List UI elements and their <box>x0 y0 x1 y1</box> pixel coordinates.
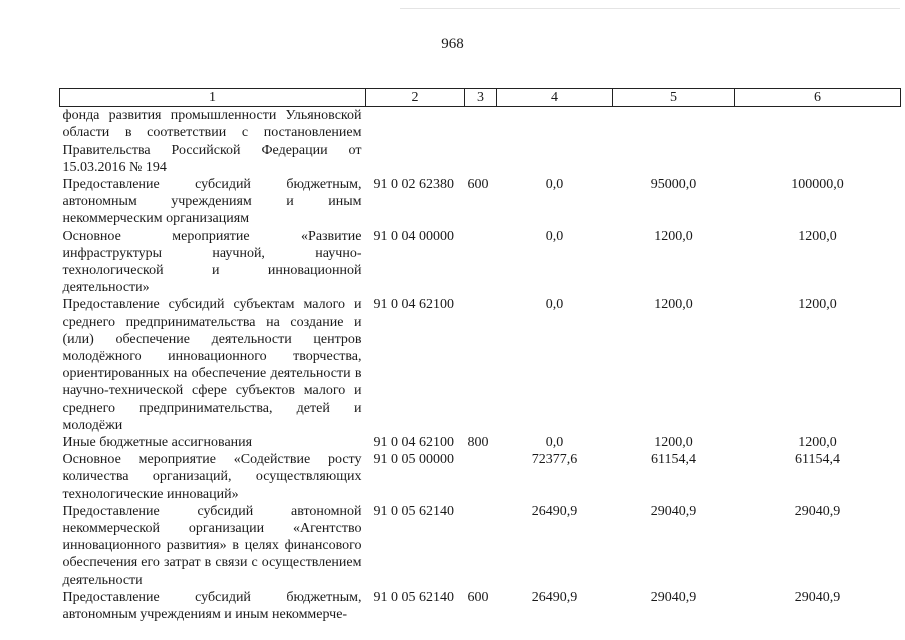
row-year1-value: 0,0 <box>545 435 564 451</box>
row-year2-value: 61154,4 <box>651 452 696 468</box>
row-code: 91 0 04 62100 <box>373 435 454 451</box>
column-header-year3: 6 <box>735 89 901 107</box>
table-row <box>60 434 901 451</box>
row-year2-value <box>613 107 735 176</box>
table-row <box>60 451 901 503</box>
column-header-year2: 5 <box>613 89 735 107</box>
column-header-type: 3 <box>465 89 497 107</box>
column-header-code: 2 <box>366 89 465 107</box>
table-row <box>60 107 901 176</box>
row-year3-value: 29040,9 <box>794 503 841 519</box>
row-year1-value: 72377,6 <box>531 452 578 468</box>
column-header-name: 1 <box>60 89 366 107</box>
row-year3-value: 100000,0 <box>791 177 844 193</box>
row-name: Предоставление субсидий бюджетным, автономным учреждениям и иным некоммерче- <box>62 589 362 623</box>
row-year2-value: 1200,0 <box>654 228 693 244</box>
row-year3-value <box>735 107 901 176</box>
row-name: Предоставление субсидий автономной некоммерческой организации «Агентство инновационного развития» в целях финансового обеспечения его затрат в связи с осуществлением деятельности <box>62 503 362 588</box>
row-name: фонда развития промышленности Ульяновской области в соответствии с постановлением Правительства Российской Федерации от 15.03.2016 № 194 <box>62 108 362 175</box>
row-name: Предоставление субсидий бюджетным, автономным учреждениям и иным некоммерческим организациям <box>62 177 362 227</box>
budget-table <box>59 88 901 623</box>
row-code: 91 0 04 00000 <box>373 228 454 244</box>
row-name: Предоставление субсидий субъектам малого и среднего предпринимательства на создание и (или) обеспечение деятельности центров молодёжного инновационного творчества, ориентированных на обеспечение деятельности в научно-технической сфере субъектов малого и среднего предпринимательства, детей и молодёжи <box>62 297 362 433</box>
row-code <box>366 107 465 176</box>
row-name: Основное мероприятие «Содействие росту количества организаций, осуществляющих технологические инноваций» <box>62 452 362 502</box>
row-year3-value: 1200,0 <box>798 297 837 313</box>
row-year2-value: 95000,0 <box>650 177 697 193</box>
table-row <box>60 228 901 297</box>
row-code: 91 0 05 00000 <box>373 452 454 468</box>
row-code: 91 0 04 62100 <box>373 297 454 313</box>
row-type: 600 <box>467 589 489 605</box>
row-code: 91 0 05 62140 <box>373 503 454 519</box>
row-year2-value: 29040,9 <box>650 589 697 605</box>
row-year1-value: 26490,9 <box>531 589 578 605</box>
row-type: 800 <box>467 435 489 451</box>
scan-artifact <box>400 8 900 9</box>
table-row <box>60 589 901 623</box>
row-type <box>465 228 497 297</box>
row-year1-value: 26490,9 <box>531 503 578 519</box>
table-row <box>60 296 901 434</box>
row-type <box>465 296 497 434</box>
row-type: 600 <box>467 177 489 193</box>
row-year1-value: 0,0 <box>545 297 564 313</box>
row-year1-value: 0,0 <box>545 177 564 193</box>
page-number: 968 <box>441 36 464 52</box>
row-year3-value: 1200,0 <box>798 435 837 451</box>
row-year3-value: 61154,4 <box>795 452 840 468</box>
row-year3-value: 29040,9 <box>794 589 841 605</box>
row-code: 91 0 05 62140 <box>373 589 454 605</box>
row-name: Основное мероприятие «Развитие инфраструктуры научной, научно-технологической и инновационной деятельности» <box>62 228 362 296</box>
row-year2-value: 29040,9 <box>650 503 697 519</box>
table-row <box>60 503 901 589</box>
table-row <box>60 176 901 228</box>
row-year1-value <box>497 107 613 176</box>
row-year2-value: 1200,0 <box>654 435 693 451</box>
row-year3-value: 1200,0 <box>798 228 837 244</box>
row-code: 91 0 02 62380 <box>373 177 454 193</box>
row-year2-value: 1200,0 <box>654 297 693 313</box>
row-name: Иные бюджетные ассигнования <box>62 435 253 451</box>
row-type <box>465 503 497 589</box>
table-header-row <box>60 89 901 107</box>
column-header-year1: 4 <box>497 89 613 107</box>
row-year1-value: 0,0 <box>545 228 564 244</box>
row-type <box>465 451 497 503</box>
row-type <box>465 107 497 176</box>
